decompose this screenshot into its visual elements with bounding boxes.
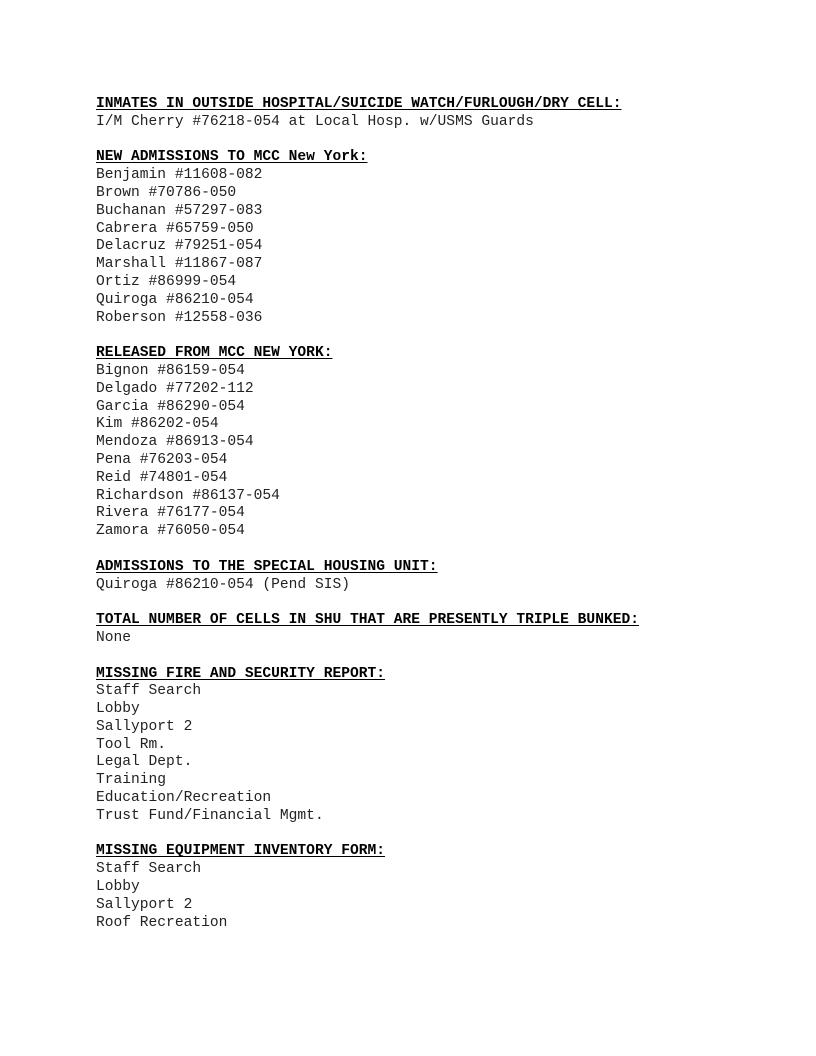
list-item: Benjamin #11608-082 <box>96 167 263 184</box>
list-item: Pena #76203-054 <box>96 451 228 468</box>
list-item: Sallyport 2 <box>96 896 193 913</box>
document-page <box>96 96 736 950</box>
section-missing-fire-and-security-report <box>96 666 736 826</box>
list-item: Buchanan #57297-083 <box>96 202 263 219</box>
section-heading: MISSING FIRE AND SECURITY REPORT: <box>96 665 386 682</box>
list-item: Reid #74801-054 <box>96 469 228 486</box>
list-item: Marshall #11867-087 <box>96 256 263 273</box>
list-item: Education/Recreation <box>96 790 272 807</box>
list-item: Mendoza #86913-054 <box>96 434 254 451</box>
list-item: Roof Recreation <box>96 914 228 931</box>
list-item: Ortiz #86999-054 <box>96 273 237 290</box>
list-item: Lobby <box>96 701 140 718</box>
list-item: Sallyport 2 <box>96 718 193 735</box>
list-item: Cabrera #65759-050 <box>96 220 254 237</box>
section-heading: INMATES IN OUTSIDE HOSPITAL/SUICIDE WATCH/FURLOUGH/DRY CELL: <box>96 96 622 112</box>
list-item: None <box>96 629 132 646</box>
section-missing-equipment-inventory-form <box>96 843 736 932</box>
list-item: Tool Rm. <box>96 736 167 753</box>
section-new-admissions-to-mcc-new-york <box>96 149 736 327</box>
list-item: I/M Cherry #76218-054 at Local Hosp. w/USMS Guards <box>96 113 534 130</box>
list-item: Zamora #76050-054 <box>96 523 245 540</box>
list-item: Training <box>96 772 167 789</box>
section-total-number-of-cells-in-shu-that-are-pr <box>96 612 736 648</box>
section-admissions-to-the-special-housing-unit <box>96 559 736 595</box>
list-item: Roberson #12558-036 <box>96 309 263 326</box>
list-item: Staff Search <box>96 861 202 878</box>
list-item: Staff Search <box>96 683 202 700</box>
list-item: Lobby <box>96 879 140 896</box>
list-item: Quiroga #86210-054 (Pend SIS) <box>96 576 350 593</box>
section-heading: MISSING EQUIPMENT INVENTORY FORM: <box>96 843 386 860</box>
section-heading: NEW ADMISSIONS TO MCC New York: <box>96 149 368 166</box>
section-heading: RELEASED FROM MCC NEW YORK: <box>96 345 333 362</box>
list-item: Trust Fund/Financial Mgmt. <box>96 807 324 824</box>
list-item: Bignon #86159-054 <box>96 362 245 379</box>
list-item: Delacruz #79251-054 <box>96 238 263 255</box>
list-item: Garcia #86290-054 <box>96 398 245 415</box>
list-item: Kim #86202-054 <box>96 416 219 433</box>
section-released-from-mcc-new-york <box>96 345 736 541</box>
list-item: Delgado #77202-112 <box>96 380 254 397</box>
section-heading: TOTAL NUMBER OF CELLS IN SHU THAT ARE PRESENTLY TRIPLE BUNKED: <box>96 612 639 629</box>
list-item: Legal Dept. <box>96 754 193 771</box>
list-item: Richardson #86137-054 <box>96 487 280 504</box>
list-item: Brown #70786-050 <box>96 184 237 201</box>
list-item: Quiroga #86210-054 <box>96 291 254 308</box>
list-item: Rivera #76177-054 <box>96 505 245 522</box>
section-inmates-in-outside-hospital-suicide-watc <box>96 96 736 132</box>
section-heading: ADMISSIONS TO THE SPECIAL HOUSING UNIT: <box>96 558 438 575</box>
